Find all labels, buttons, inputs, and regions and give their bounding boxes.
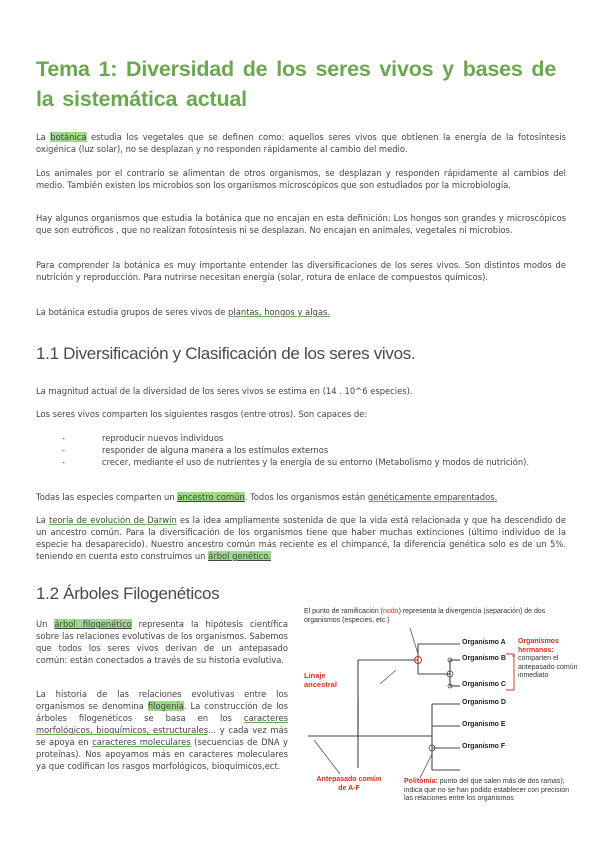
node-label: nodo [382,608,399,615]
lineage-arrow [380,670,396,684]
section2-paragraph-2: La historia de las relaciones evolutivas entre los organismos se denomina filogenia. La construcción de los árboles filogenéticos se basa en los caracteres morfológicos, bioquímicos, estructurales... y cada vez más se apoya en caracteres moleculares (secuencias de DNA y proteínas). Nos apoyamos más en caracteres moleculares ya que codifican los rasgos morfológicos, bioquímicos,ect. [36,689,289,771]
highlight-filogenia: filogenia [147,701,184,711]
section1-paragraph-2: Los seres vivos comparten los siguientes rasgos (entre otros). Son capaces de: [36,409,368,419]
sisters-title: Organismos hermanos: [518,638,559,654]
diagram-caption: El punto de ramificación (nodo) representa la divergencia (separación) de dos organismos (especies, etc.) [304,608,546,624]
polytomy-title: Politomía: [404,778,438,785]
organism-f: Organismo F [462,743,506,750]
organism-b: Organismo B [462,655,506,662]
highlight-arbol-filogenetico: árbol filogenético [54,619,132,629]
underline-caracteres-morfologicos: caracteres morfológicos, bioquímicos, estructurales [36,713,288,735]
phylogenetic-tree-diagram [300,608,580,816]
underline-plantas: plantas, hongos y algas. [228,307,330,317]
highlight-ancestro: ancestro común [177,492,245,502]
intro-paragraph-2: Los animales por el contrario se alimentan de otros organismos, se desplazan y responden rápidamente al cambios del medio. También existen los microbios son los organismos microscópicos que son estudiados por la microbiología. [36,168,566,190]
list-item: - crecer, mediante el uso de nutrientes y la energía de su entorno (Metabolismo y modos de nutrición). [36,456,566,468]
organism-d: Organismo D [462,699,506,706]
intro-paragraph-5: La botánica estudia grupos de seres vivos de plantas, hongos y algas. [36,307,330,317]
polytomy-text: punto del que salen más de dos ramas); indica que no se han podido establecer con precisión las relaciones entre los organismos [404,778,570,802]
traits-list [36,432,566,468]
polytomy-annotation [404,778,576,804]
section-heading-1-1: 1.1 Diversificación y Clasificación de los seres vivos. [36,344,416,363]
node-arrow [410,628,418,654]
polytomy-arrow [420,754,432,778]
underline-darwin: teoría de evolución de Darwin [48,515,177,525]
section2-paragraph-1: Un árbol filogenético representa la hipótesis científica sobre las relaciones evolutivas de los organismos. Sabemos que todos los seres vivos derivan de un antepasado común: están conectados a través de su historia evolutiva. [36,619,288,665]
lineage-label: Linaje ancestral [304,671,337,689]
organism-a: Organismo A [462,639,506,646]
intro-paragraph-4: Para comprender la botánica es muy importante entender las diversificaciones de los seres vivos. Son distintos modos de nutrición y reproducción. Para nutrirse necesitan energía (solar, rotura de enlace de compuestos químicos). [36,260,566,282]
section1-paragraph-1: La magnitud actual de la diversidad de los seres vivos se estima en (14 . 10^6 especies). [36,386,413,396]
underline-caracteres-moleculares: caracteres moleculares [92,737,191,747]
section1-paragraph-3: Todas las especies comparten un ancestro común. Todos los organismos están genéticamente emparentados. [36,492,498,502]
sisters-bracket [506,654,514,690]
ancestor-arrow [314,740,340,774]
underline-emparentados: genéticamente emparentados. [367,492,498,502]
intro-paragraph-1: La botánica estudia los vegetales que se definen como: aquellos seres vivos que obtienen la energía de la fotosíntesis oxigénica (luz solar), no se desplazan y no responden rápidamente al cambio del medio. [36,132,566,154]
list-item: - responder de alguna manera a los estímulos externos [36,444,566,456]
sisters-text: comparten el antepasado común inmediato [518,655,578,679]
page-title: Tema 1: Diversidad de los seres vivos y bases de la sistemática actual [36,57,557,111]
section1-paragraph-4: La teoría de evolución de Darwin es la idea ampliamente sostenida de que la vida está relacionada y que ha descendido de un ancestro común. Para la diversificación de los organismos tiene que haber muchas extinciones (último individuo de la especie ha desaparecido). Nuestro ancestro común más reciente es el chimpancé, la diferencia genética solo es de un 5%. teniendo en cuenta esto construimos un árbol genético. [36,515,566,561]
sisters-annotation [518,638,578,681]
organism-c: Organismo C [462,681,506,688]
highlight-botanica: botánica [50,132,87,142]
list-item: - reproducir nuevos individuos [36,432,566,444]
ancestor-label: Antepasado común de A-F [316,776,382,792]
intro-paragraph-3: Hay algunos organismos que estudia la botánica que no encajan en esta definición: Los hongos son grandes y microscópicos que son eutróficos , que no realizan fotosíntesis ni se desplazan. No encajan en animales, vegetales ni microbios. [36,213,566,235]
section-heading-1-2: 1.2 Árboles Filogenéticos [36,584,220,603]
organism-e: Organismo E [462,721,506,728]
highlight-arbol-genetico: árbol genético. [208,551,271,561]
